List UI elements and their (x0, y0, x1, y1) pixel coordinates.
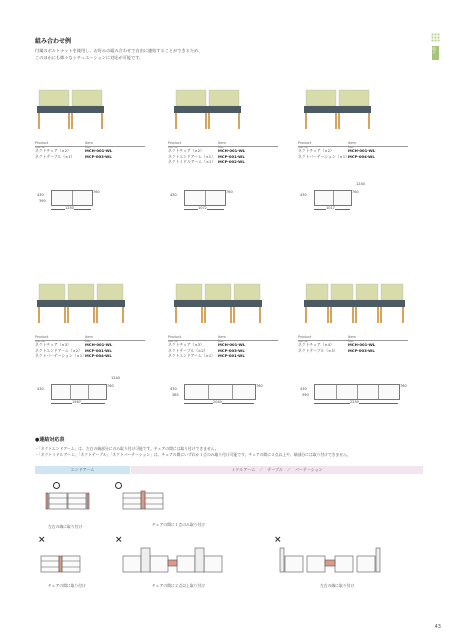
seat-height-value: 430 (300, 387, 307, 391)
chair-seat (37, 300, 67, 307)
chair-leg (402, 307, 404, 323)
item-code: MCH-001-WL (85, 148, 113, 153)
chair-leg (377, 307, 379, 323)
chair-leg (64, 307, 66, 323)
chair-seat (232, 300, 262, 307)
chair-leg (238, 113, 240, 129)
side-tab-label: 椅子 (432, 47, 437, 54)
chair-seat (37, 106, 71, 113)
table-divider (298, 146, 408, 147)
chair-back (331, 284, 353, 300)
chair-leg (38, 113, 40, 129)
header-item: Item No. (85, 335, 93, 343)
page-title: 組み合わせ例 (35, 38, 72, 45)
height-value: 760 (93, 190, 100, 194)
header-product: Product name (35, 141, 49, 149)
partition-height-value: 1240 (356, 182, 365, 186)
width-value: 1072 (198, 206, 207, 210)
chair-seat (354, 300, 380, 307)
chair-leg (338, 113, 340, 129)
intro-line-1: 付属のボルトナットを使用し、お好みの組み合わせで自由に連結することができるため、 (35, 48, 203, 53)
header-product: Product name (35, 335, 49, 343)
chair-leg (233, 307, 235, 323)
table-divider (35, 146, 145, 147)
chair-leg (368, 113, 370, 129)
chair-seat (379, 300, 405, 307)
chair-seat (66, 300, 96, 307)
grid-icon (431, 33, 440, 42)
chair-leg (201, 307, 203, 323)
header-item: Item No. (348, 335, 356, 343)
item-code: MCH-001-WL (348, 148, 376, 153)
table-divider (298, 340, 408, 341)
depth-value: 390 (302, 393, 309, 397)
chair-seat (95, 300, 125, 307)
chair-leg (175, 307, 177, 323)
caption-ok-2: チェアの間に１点のみ取り付け (152, 522, 206, 527)
chair-back (39, 90, 69, 106)
product-name: ネクトチェア（×2） (298, 148, 334, 153)
page-number: 43 (434, 624, 441, 630)
chair-leg (38, 307, 40, 323)
bench-illustration (298, 68, 418, 134)
plan-view (314, 190, 352, 206)
item-code: MCP-004-WL (348, 153, 375, 159)
depth-value: 385 (172, 393, 179, 397)
chair-leg (355, 307, 357, 323)
chair-back (176, 90, 206, 106)
bench-illustration (298, 262, 418, 328)
bench-illustration (168, 68, 288, 134)
height-value: 760 (107, 384, 114, 388)
plan-view (51, 384, 107, 400)
chair-back (356, 284, 378, 300)
chair-leg (230, 307, 232, 323)
chair-back (306, 90, 336, 106)
chair-leg (93, 307, 95, 323)
product-name: ネクトエンドアーム（×1） (168, 353, 215, 358)
chair-seat (203, 300, 233, 307)
chair-back (97, 284, 123, 300)
caption-ng-1: チェアの間に取り付け (48, 583, 86, 588)
connect-note-2: ・「ネクトミドルアーム」「ネクトテーブル」「ネクトパーテーション」は、チェアの間にいずれか１点のみ取り付け可能です。チェアの間に２点以上や、端部分には取り付けできません。 (35, 452, 351, 457)
chair-back (339, 90, 369, 106)
chair-leg (96, 307, 98, 323)
seat-height-value: 430 (170, 387, 177, 391)
item-code: MCP-001-WL (218, 153, 245, 159)
bench-illustration (35, 68, 155, 134)
chair-leg (305, 307, 307, 323)
header-product: Product name (298, 335, 312, 343)
chair-leg (122, 307, 124, 323)
chair-leg (352, 307, 354, 323)
chair-leg (204, 307, 206, 323)
product-name: ネクトテーブル（×3） (298, 347, 338, 353)
chair-seat (329, 300, 355, 307)
product-name: ネクトエンドアーム（×1） (168, 153, 215, 159)
chair-leg (68, 113, 70, 129)
width-value: 2040 (213, 400, 222, 404)
chair-back (234, 284, 260, 300)
chair-seat (304, 106, 338, 113)
product-name: ネクトチェア（×3） (168, 342, 204, 347)
chair-leg (335, 113, 337, 129)
item-code: MCP-001-WL (218, 353, 245, 358)
header-product: Product name (168, 141, 182, 149)
item-code: MCP-003-WL (85, 153, 112, 159)
caption-ok-1: 左右の端に取り付け (48, 524, 83, 529)
seat-height-value: 430 (170, 193, 177, 197)
product-name: ネクトテーブル（×1） (35, 153, 75, 159)
chair-seat (304, 300, 330, 307)
seat-height-value: 430 (300, 193, 307, 197)
item-code: MCP-002-WL (218, 159, 245, 164)
band-end-arm: エンドアーム (35, 466, 130, 474)
product-name: ネクトエンドアーム（×2） (35, 347, 82, 353)
item-code: MCP-003-WL (218, 347, 245, 353)
chair-leg (101, 113, 103, 129)
side-tab (432, 46, 439, 60)
chair-leg (71, 113, 73, 129)
chair-leg (205, 113, 207, 129)
product-name: ネクトミドルアーム（×1） (168, 159, 216, 164)
chair-back (68, 284, 94, 300)
seat-height-value: 430 (37, 193, 44, 197)
chair-leg (67, 307, 69, 323)
item-code: MCP-003-WL (348, 347, 375, 353)
plan-view (184, 190, 226, 206)
chair-back (39, 284, 65, 300)
chair-leg (330, 307, 332, 323)
product-name: ネクトチェア（×2） (35, 148, 71, 153)
chair-leg (208, 113, 210, 129)
chair-seat (174, 300, 204, 307)
plan-view (51, 190, 93, 206)
chair-back (209, 90, 239, 106)
depth-value: 390 (39, 199, 46, 203)
ng-cross-icon: × (38, 535, 46, 545)
bench-illustration (35, 262, 155, 328)
height-value: 760 (226, 190, 233, 194)
caption-ng-2: チェアの間に２点以上取り付け (152, 583, 206, 588)
width-value: 1567 (72, 400, 81, 404)
intro-line-2: このほかにも様々なシチュエーションに対応が可能です。 (35, 55, 144, 60)
chair-leg (305, 113, 307, 129)
product-name: ネクトパーテーション（×1） (298, 153, 349, 159)
header-product: Product name (298, 141, 312, 149)
chair-back (306, 284, 328, 300)
header-product: Product name (168, 335, 182, 343)
height-value: 760 (400, 384, 407, 388)
product-name: ネクトパーテーション（×1） (35, 353, 86, 358)
connect-diagrams (35, 488, 425, 588)
header-item: Item No. (85, 141, 93, 149)
chair-seat (207, 106, 241, 113)
product-name: ネクトチェア（×3） (35, 342, 71, 347)
chair-leg (259, 307, 261, 323)
ng-cross-icon: × (115, 535, 123, 545)
chair-back (72, 90, 102, 106)
height-value: 760 (256, 384, 263, 388)
product-name: ネクトチェア（×2） (168, 148, 204, 153)
seat-height-value: 430 (37, 387, 44, 391)
header-item: Item No. (348, 141, 356, 149)
width-value: 1250 (65, 206, 74, 210)
chair-leg (380, 307, 382, 323)
table-divider (168, 340, 278, 341)
chair-leg (175, 113, 177, 129)
chair-leg (327, 307, 329, 323)
connect-heading: ●連結対応表 (35, 437, 65, 443)
chair-seat (70, 106, 104, 113)
item-code: MCH-001-WL (218, 342, 246, 347)
plan-view (184, 384, 256, 400)
item-code: MCH-001-WL (218, 148, 246, 153)
table-divider (35, 340, 145, 341)
partition-height-value: 1240 (111, 376, 120, 380)
plan-view (314, 384, 400, 400)
header-item: Item No. (218, 335, 226, 343)
item-code: MCP-004-WL (85, 353, 112, 358)
chair-back (176, 284, 202, 300)
connect-note-1: ・「ネクトエンドアーム」は、左右の端部分にのみ取り付け可能です。チェアの間には取り付けできません。 (35, 446, 219, 451)
chair-back (381, 284, 403, 300)
table-divider (168, 146, 278, 147)
chair-seat (174, 106, 208, 113)
width-value: 1017 (326, 206, 335, 210)
band-middle: ミドルアーム ／ テーブル ／ パーテーション (131, 466, 423, 474)
item-code: MCH-001-WL (85, 342, 113, 347)
height-value: 760 (352, 190, 359, 194)
product-name: ネクトテーブル（×2） (168, 347, 208, 353)
item-code: MCP-001-WL (85, 347, 112, 353)
product-name: ネクトチェア（×4） (298, 342, 334, 347)
bench-illustration (168, 262, 288, 328)
chair-seat (337, 106, 371, 113)
chair-back (205, 284, 231, 300)
width-value: 2250 (350, 400, 359, 404)
header-item: Item No. (218, 141, 226, 149)
intro-text (35, 47, 335, 61)
ng-cross-icon: × (274, 535, 282, 545)
item-code: MCH-001-WL (348, 342, 376, 347)
caption-ng-3: 左右の端に取り付け (320, 583, 355, 588)
